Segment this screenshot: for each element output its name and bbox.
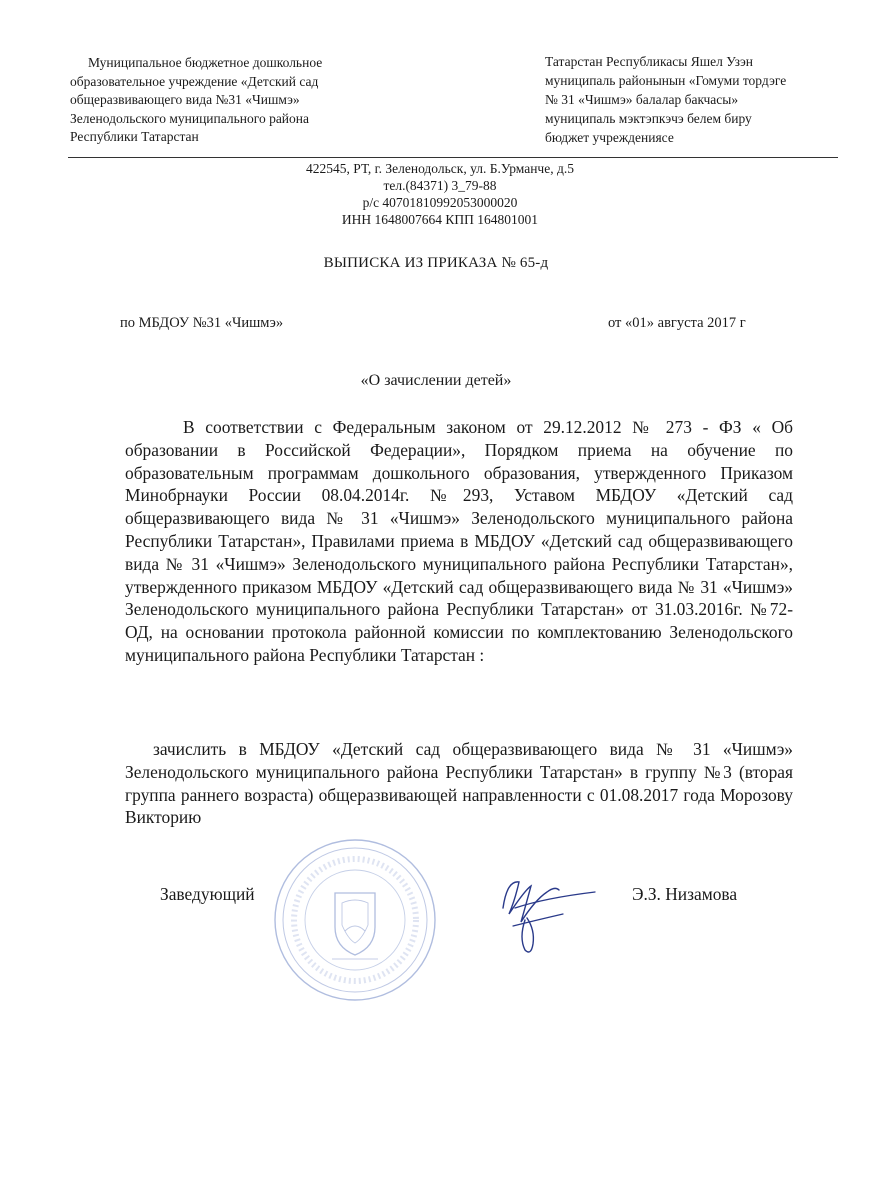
order-body-paragraph: В соответствии с Федеральным законом от 29.12.2012 № 273 - ФЗ « Об образовании в Российской Федерации», Порядком приема на обучение по образовательным программам дошкольного образования, утвержденного Приказом Минобрнауки России 08.04.2014г. №293, Уставом МБДОУ «Детский сад общеразвивающего вида № 31 «Чишмэ» Зеленодольского муниципального района Республики Татарстан», Правилами приема в МБДОУ «Детский сад общеразвивающего вида № 31 «Чишмэ» Зеленодольского муниципального района Республики Татарстан», утвержденного приказом МБДОУ «Детский сад общеразвивающего вида № 31 «Чишмэ» Зеленодольского муниципального района Республики Татарстан» от 31.03.2016г. №72-ОД, на основании протокола районной комиссии по комплектованию Зеленодольского муниципального района Республики Татарстан : (125, 417, 793, 665)
bank-account: р/с 40701810992053000020 (362, 195, 518, 210)
order-organization: по МБДОУ №31 «Чишмэ» (120, 315, 284, 331)
contacts-block (200, 160, 680, 228)
header-left-block (70, 54, 430, 147)
signatory-name: Э.З. Низамова (632, 884, 738, 904)
handwritten-signature (485, 850, 605, 960)
header-right-line: Татарстан Республикасы Яшел Узэн (545, 54, 753, 69)
address: 422545, РТ, г. Зеленодольск, ул. Б.Урманче, д.5 (306, 161, 574, 176)
header-left-line: образовательное учреждение «Детский сад (70, 73, 319, 89)
header-right-line: муниципаль районынын «Гомуми тордэге (545, 73, 787, 88)
phone: тел.(84371) 3_79-88 (383, 178, 497, 193)
header-right-line: бюджет учреждениясе (545, 130, 674, 145)
header-right-block (545, 52, 845, 147)
header-left-line: общеразвивающего вида №31 «Чишмэ» (70, 92, 300, 107)
header-left-line: Республики Татарстан (70, 129, 199, 144)
header-right-line: № 31 «Чишмэ» балалар бакчасы» (545, 92, 739, 107)
order-body (125, 416, 793, 667)
inn-kpp: ИНН 1648007664 КПП 164801001 (341, 212, 539, 227)
header-left-line: Зеленодольского муниципального района (70, 110, 309, 126)
order-date: от «01» августа 2017 г (608, 315, 746, 331)
signatory-position: Заведующий (160, 884, 255, 904)
decision-paragraph: зачислить в МБДОУ «Детский сад общеразвивающего вида № 31 «Чишмэ» Зеленодольского муниципального района Республики Татарстан» в группу №3 (вторая группа раннего возраста) общеразвивающей направленности с 01.08.2017 года Морозову Викторию (125, 739, 793, 828)
header-left-line: Муниципальное бюджетное дошкольное (88, 55, 323, 70)
order-subject: «О зачислении детей» (360, 372, 512, 389)
header-divider (68, 157, 838, 158)
header-right-line: муниципаль мэктэпкэчэ белем биру (545, 111, 752, 126)
order-decision (125, 738, 793, 829)
official-stamp (270, 835, 440, 1005)
document-title: ВЫПИСКА ИЗ ПРИКАЗА № 65-д (323, 255, 549, 271)
